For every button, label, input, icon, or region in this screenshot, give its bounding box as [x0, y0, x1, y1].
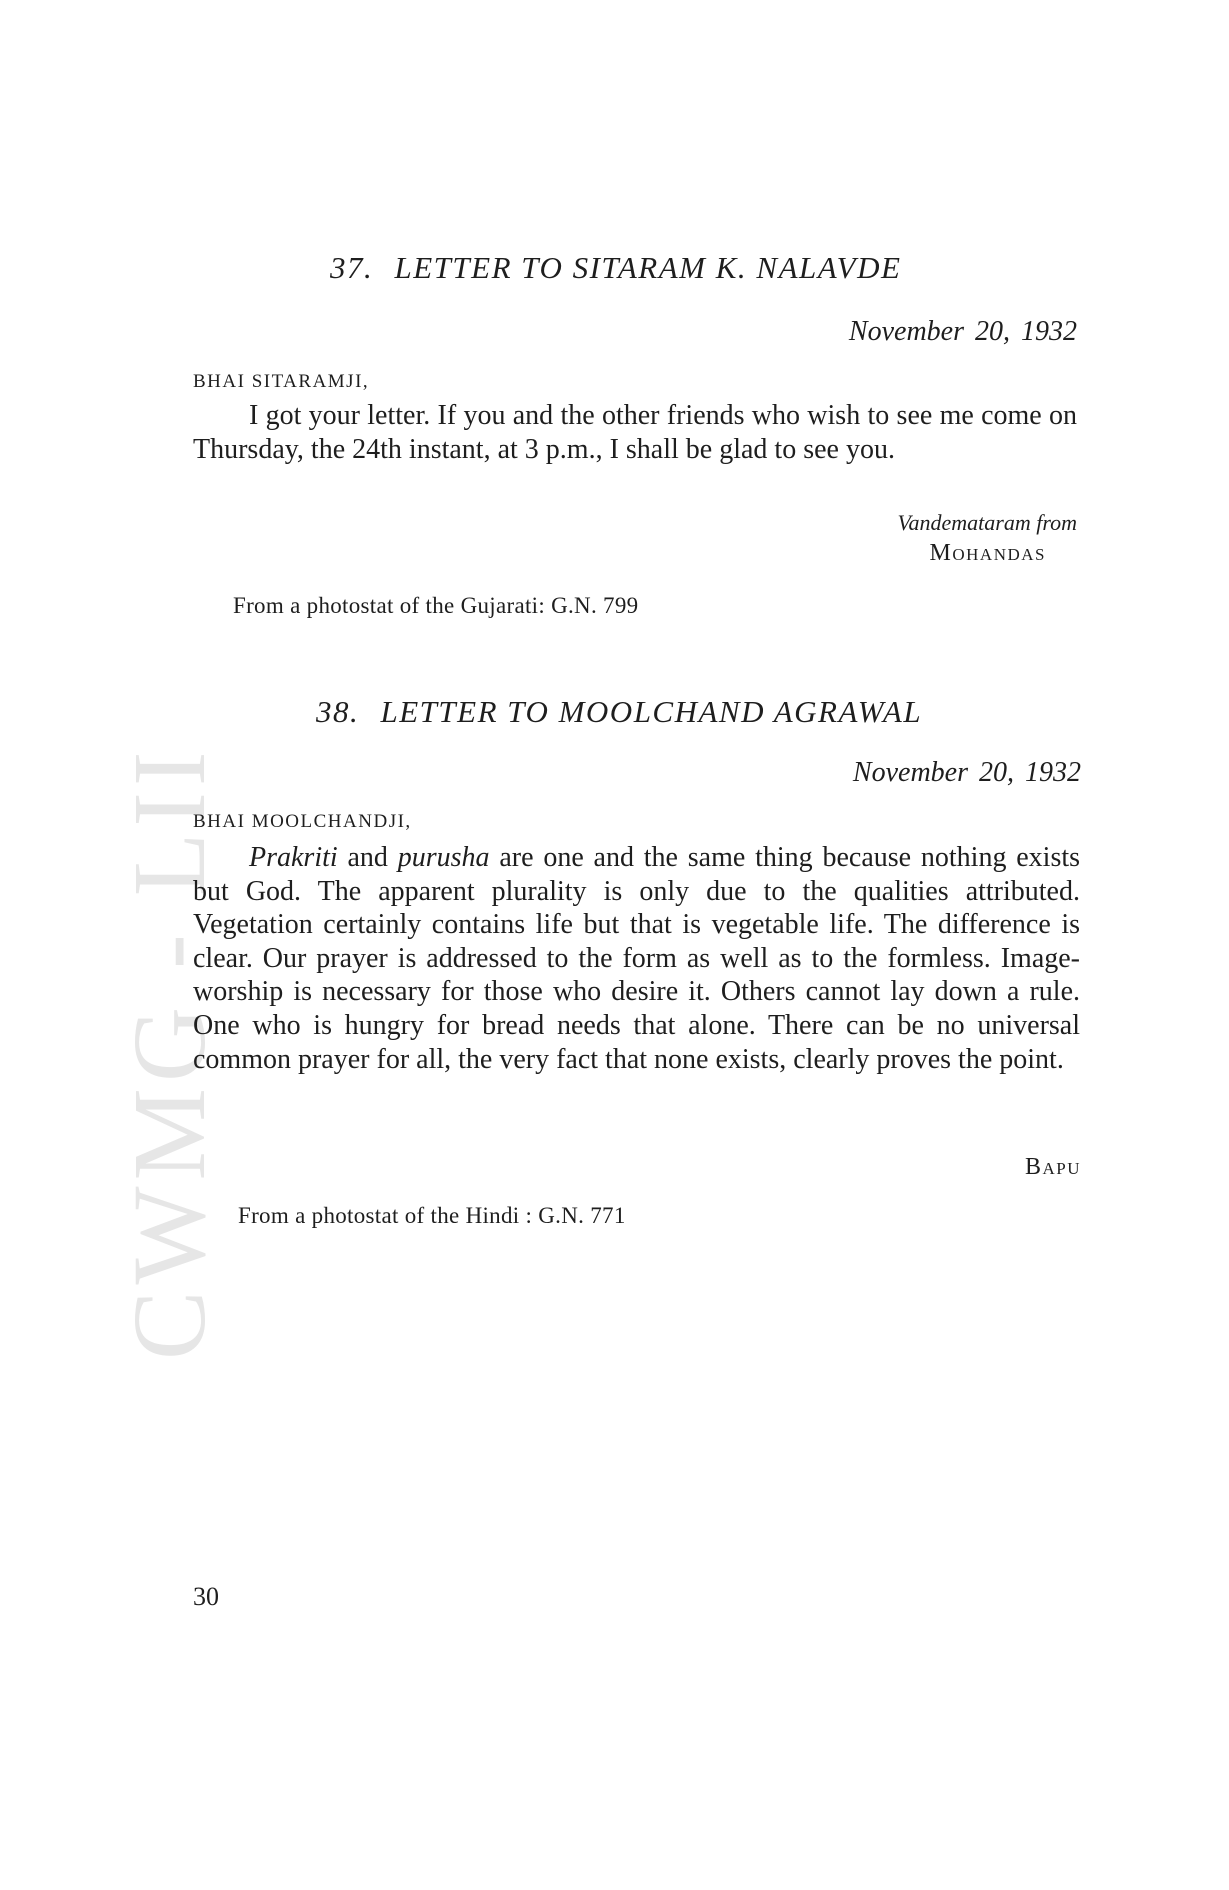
letter-38-title: LETTER TO MOOLCHAND AGRAWAL	[380, 694, 923, 729]
letter-38-number: 38.	[316, 694, 360, 729]
letter-37-body	[193, 399, 1077, 466]
letter-37-title: LETTER TO SITARAM K. NALAVDE	[394, 250, 902, 285]
letter-38-paragraph	[193, 841, 1080, 1076]
letter-38-body	[193, 841, 1080, 1076]
letter-37-number: 37.	[330, 250, 374, 285]
letter-37-signature: Mohandas	[929, 540, 1046, 566]
word-and: and	[347, 842, 388, 873]
letter-38-signature: Bapu	[1024, 1154, 1081, 1180]
letter-37-closing: Vandemataram from	[897, 510, 1077, 535]
term-prakriti: Prakriti	[249, 842, 338, 873]
letter-37-heading	[330, 250, 901, 286]
letter-37-salutation: BHAI SITARAMJI,	[193, 371, 370, 392]
term-purusha: purusha	[397, 842, 490, 873]
watermark: CWMG - LII	[112, 745, 227, 1360]
letter-37-date: November 20, 1932	[848, 316, 1077, 347]
letter-38-salutation: BHAI MOOLCHANDJI,	[193, 811, 412, 832]
letter-38-heading	[316, 694, 922, 730]
letter-38-source: From a photostat of the Hindi : G.N. 771	[238, 1203, 626, 1228]
letter-38-date: November 20, 1932	[852, 757, 1081, 788]
letter-38-body-rest: are one and the same thing because nothing exists but God. The apparent plurality is only due to the qualities attributed. Vegetation certainly contains life but that is vegetable life. The difference is clear. Our prayer is addressed to the form as well as to the formless. Image-worship is necessary for those who desire it. Others cannot lay down a rule. One who is hungry for bread needs that alone. There can be no universal common prayer for all, the very fact that none exists, clearly proves the point.	[193, 842, 1081, 1075]
letter-37-paragraph: I got your letter. If you and the other friends who wish to see me come on Thursday, the 24th instant, at 3 p.m., I shall be glad to see you.	[193, 400, 1077, 465]
page-number: 30	[193, 1582, 219, 1611]
letter-37-source: From a photostat of the Gujarati: G.N. 799	[233, 593, 639, 618]
